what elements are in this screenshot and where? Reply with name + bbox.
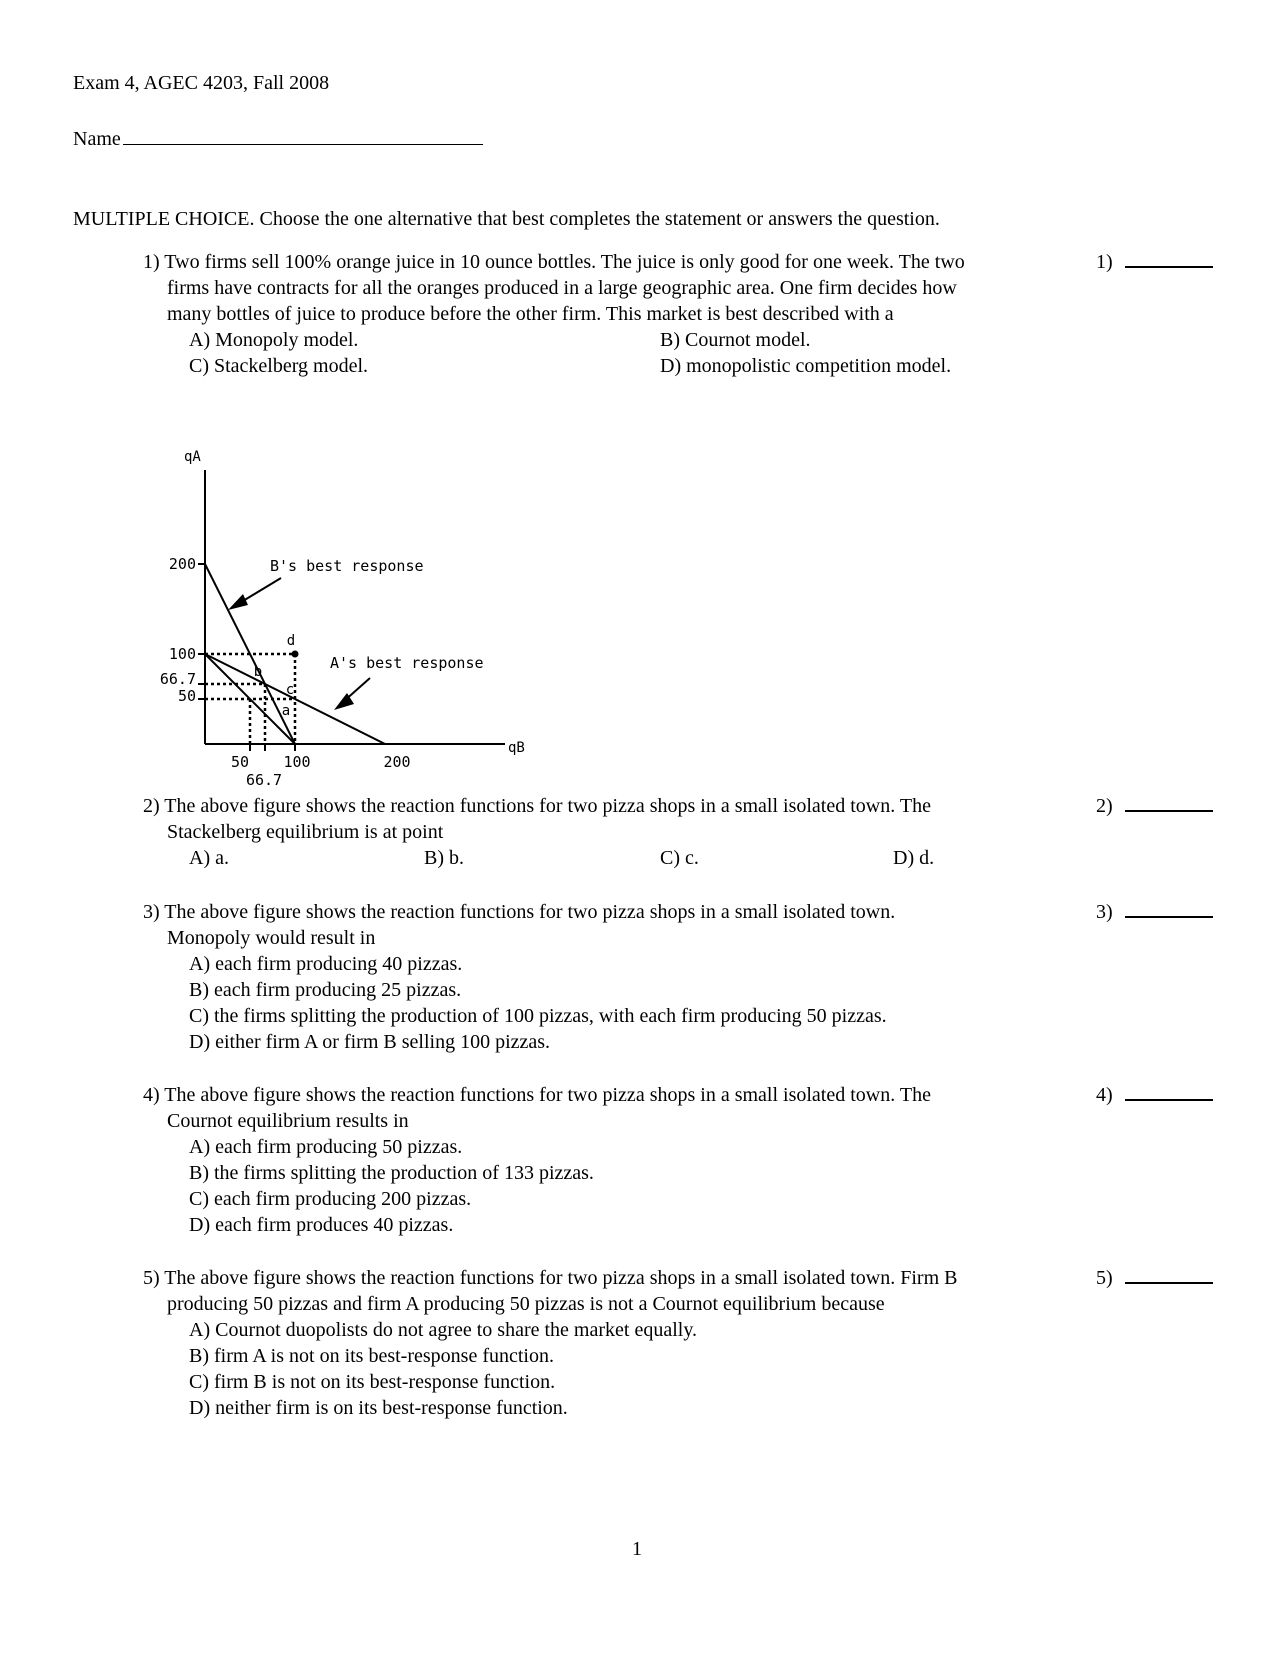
reaction-function-chart [140,440,540,800]
answer-blank[interactable] [1125,902,1213,918]
y-tick-label-66: 66.7 [159,670,196,688]
q3-option-d[interactable]: D) either firm A or firm B selling 100 pizzas. [189,1031,551,1053]
q5-option-c[interactable]: C) firm B is not on its best-response function. [189,1371,556,1393]
question-5-line-2: producing 50 pizzas and firm A producing 50 pizzas is not a Cournot equilibrium because [167,1293,885,1315]
answer-slot-2[interactable] [1096,795,1213,818]
answer-number: 2) [1096,795,1113,817]
y-tick-label-50: 50 [177,687,196,705]
x-tick-label-66: 66.7 [245,771,283,789]
question-5-line-1: 5) The above figure shows the reaction functions for two pizza shops in a small isolated town. Firm B [143,1267,958,1289]
question-3-line-2: Monopoly would result in [167,927,376,949]
answer-slot-1[interactable] [1096,251,1213,274]
answer-blank[interactable] [1125,1268,1213,1284]
q4-option-a[interactable]: A) each firm producing 50 pizzas. [189,1136,463,1158]
q2-option-b[interactable]: B) b. [424,847,464,869]
point-d-label: d [286,633,296,649]
q4-option-c[interactable]: C) each firm producing 200 pizzas. [189,1188,472,1210]
x-tick-label-100: 100 [283,753,311,771]
exam-title: Exam 4, AGEC 4203, Fall 2008 [73,72,330,94]
question-4-line-1: 4) The above figure shows the reaction functions for two pizza shops in a small isolated town. The [143,1084,931,1106]
q4-option-d[interactable]: D) each firm produces 40 pizzas. [189,1214,454,1236]
q2-option-a[interactable]: A) a. [189,847,229,869]
answer-number: 1) [1096,251,1113,273]
point-b-label: b [253,664,263,680]
name-blank[interactable] [123,126,483,145]
point-a-label: a [281,703,291,719]
q3-option-c[interactable]: C) the firms splitting the production of 100 pizzas, with each firm producing 50 pizzas. [189,1005,887,1027]
point-c-label: c [285,682,295,698]
q3-option-b[interactable]: B) each firm producing 25 pizzas. [189,979,462,1001]
y-axis-label [184,449,201,465]
answer-blank[interactable] [1125,252,1213,268]
answer-number: 5) [1096,1267,1113,1289]
a-best-response-annotation: A's best response [330,654,484,672]
x-tick-label-200: 200 [383,753,411,771]
x-tick-label-50: 50 [230,753,250,771]
question-1-line-1: 1) Two firms sell 100% orange juice in 10 ounce bottles. The juice is only good for one week. The two [143,251,965,273]
page-number: 1 [632,1538,642,1560]
name-label: Name [73,128,121,150]
q1-option-c[interactable]: C) Stackelberg model. [189,355,369,377]
q5-option-a[interactable]: A) Cournot duopolists do not agree to share the market equally. [189,1319,698,1341]
answer-slot-3[interactable] [1096,901,1213,924]
b-best-response-annotation: B's best response [270,557,424,575]
q2-option-c[interactable]: C) c. [660,847,699,869]
q5-option-b[interactable]: B) firm A is not on its best-response function. [189,1345,554,1367]
q1-option-d[interactable]: D) monopolistic competition model. [660,355,952,377]
q3-option-a[interactable]: A) each firm producing 40 pizzas. [189,953,463,975]
answer-number: 4) [1096,1084,1113,1106]
question-3-line-1: 3) The above figure shows the reaction functions for two pizza shops in a small isolated town. [143,901,896,923]
name-field[interactable] [73,126,483,151]
q2-option-d[interactable]: D) d. [893,847,935,869]
y-axis-label-q: qA [184,449,201,465]
q1-option-a[interactable]: A) Monopoly model. [189,329,359,351]
question-1-line-2: firms have contracts for all the oranges produced in a large geographic area. One firm decides how [167,277,957,299]
y-tick-label-100: 100 [168,645,196,663]
question-1-line-3: many bottles of juice to produce before the other firm. This market is best described with a [167,303,894,325]
answer-number: 3) [1096,901,1113,923]
question-2-line-1: 2) The above figure shows the reaction functions for two pizza shops in a small isolated town. The [143,795,931,817]
answer-blank[interactable] [1125,796,1213,812]
point-d-marker [292,651,299,658]
answer-blank[interactable] [1125,1085,1213,1101]
q4-option-b[interactable]: B) the firms splitting the production of 133 pizzas. [189,1162,594,1184]
q5-option-d[interactable]: D) neither firm is on its best-response function. [189,1397,568,1419]
y-tick-label-200: 200 [168,555,196,573]
answer-slot-4[interactable] [1096,1084,1213,1107]
x-axis-label-q: qB [508,740,525,756]
question-2-line-2: Stackelberg equilibrium is at point [167,821,444,843]
x-axis-label [508,740,525,756]
instructions: MULTIPLE CHOICE. Choose the one alternative that best completes the statement or answers the question. [73,208,940,230]
answer-slot-5[interactable] [1096,1267,1213,1290]
question-4-line-2: Cournot equilibrium results in [167,1110,409,1132]
b-annotation-arrowhead [228,594,248,610]
q1-option-b[interactable]: B) Cournot model. [660,329,811,351]
